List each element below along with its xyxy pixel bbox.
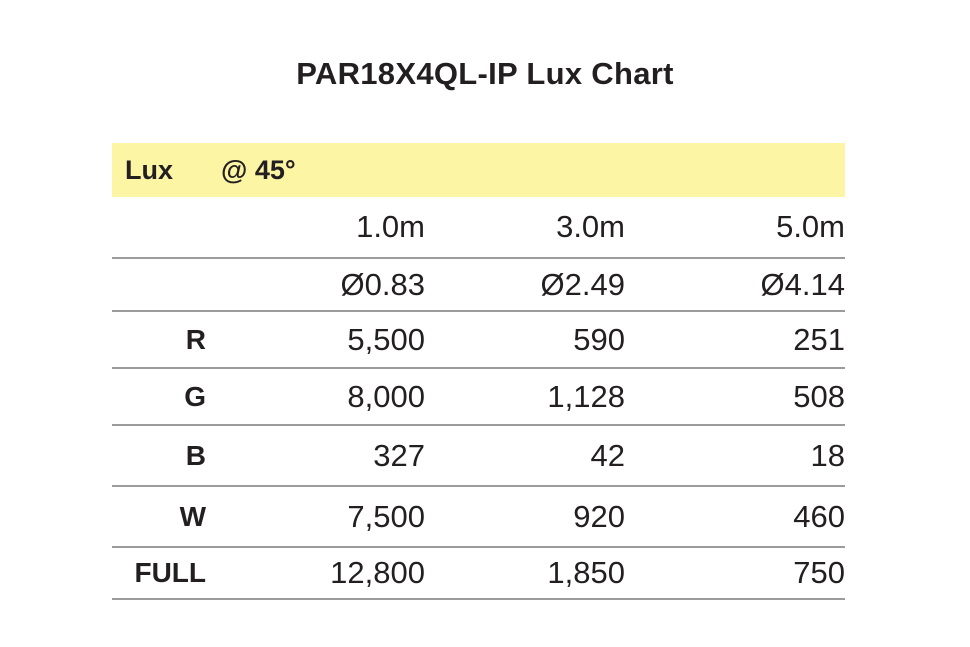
value-cell: 1,850 — [425, 547, 625, 599]
table-row-white — [112, 486, 845, 547]
row-label: G — [112, 368, 230, 425]
row-label: FULL — [112, 547, 230, 599]
unit-label: Lux — [125, 154, 174, 185]
table-row-full — [112, 547, 845, 599]
lux-values-table — [112, 197, 845, 600]
distance-header-cell: 3.0m — [425, 197, 625, 258]
row-label: W — [112, 486, 230, 547]
value-cell: 18 — [625, 425, 845, 486]
lux-chart-table — [112, 143, 845, 600]
value-cell: 327 — [230, 425, 425, 486]
value-cell: 590 — [425, 311, 625, 368]
beam-diameter-cell: Ø2.49 — [425, 258, 625, 311]
beam-diameter-row — [112, 258, 845, 311]
table-row-green — [112, 368, 845, 425]
distance-header-cell: 1.0m — [230, 197, 425, 258]
value-cell: 5,500 — [230, 311, 425, 368]
beam-diameter-cell: Ø4.14 — [625, 258, 845, 311]
value-cell: 1,128 — [425, 368, 625, 425]
value-cell: 251 — [625, 311, 845, 368]
row-label: B — [112, 425, 230, 486]
page-title: PAR18X4QL-IP Lux Chart — [296, 56, 674, 91]
value-cell: 750 — [625, 547, 845, 599]
beam-diameter-cell: Ø0.83 — [230, 258, 425, 311]
empty-label-cell — [112, 258, 230, 311]
value-cell: 508 — [625, 368, 845, 425]
value-cell: 7,500 — [230, 486, 425, 547]
value-cell: 8,000 — [230, 368, 425, 425]
empty-corner-cell — [112, 197, 230, 258]
value-cell: 42 — [425, 425, 625, 486]
distance-header-row — [112, 197, 845, 258]
distance-header-cell: 5.0m — [625, 197, 845, 258]
header-band — [112, 143, 845, 197]
beam-angle-label: @ 45° — [221, 154, 296, 185]
value-cell: 920 — [425, 486, 625, 547]
row-label: R — [112, 311, 230, 368]
value-cell: 460 — [625, 486, 845, 547]
table-row-red — [112, 311, 845, 368]
value-cell: 12,800 — [230, 547, 425, 599]
table-row-blue — [112, 425, 845, 486]
